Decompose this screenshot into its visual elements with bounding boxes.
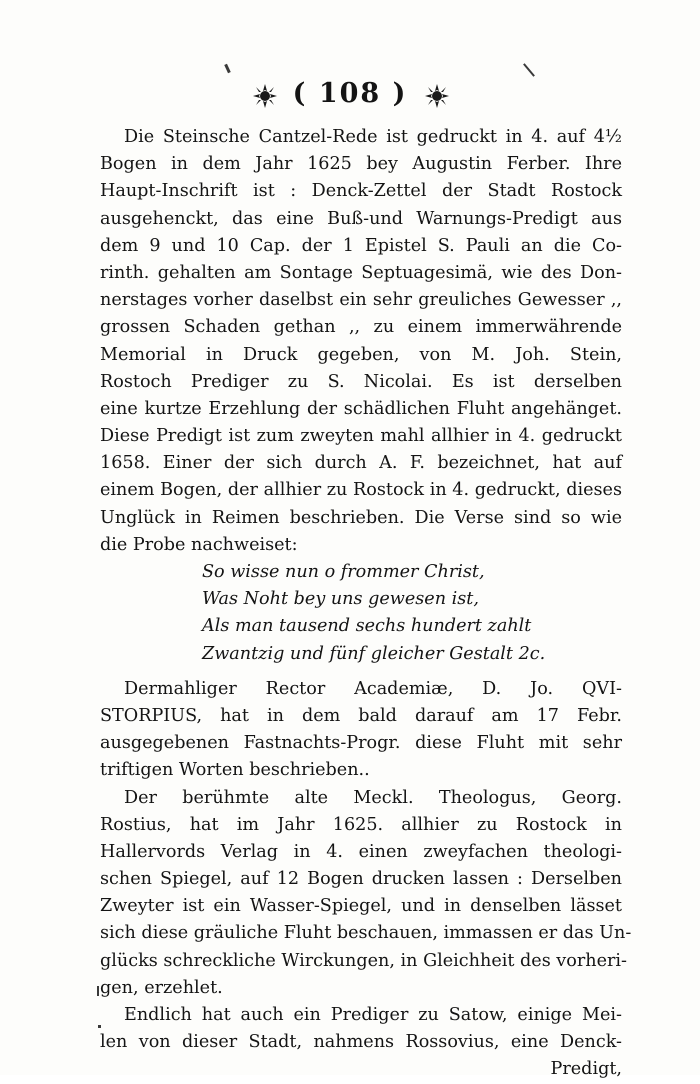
text-line: Rostius, hat im Jahr 1625. allhier zu Rostock in	[100, 814, 622, 835]
verse-line: Als man tausend sechs hundert zahlt	[202, 616, 532, 637]
text-line: Die Steinsche Cantzel-Rede ist gedruckt in 4. auf 4½	[124, 127, 622, 147]
verse-line: Was Noht bey uns gewesen ist,	[202, 589, 479, 610]
text-line: dem 9 und 10 Cap. der 1 Epistel S. Pauli an die Co-	[100, 235, 622, 256]
text-line: Memorial in Druck gegeben, von M. Joh. Stein,	[100, 344, 622, 365]
text-line: sich diese gräuliche Fluht beschauen, immassen er das Un-	[100, 923, 632, 944]
floral-ornament-icon	[252, 82, 278, 110]
text-line: Zweyter ist ein Wasser-Spiegel, und in denselben lässet	[100, 896, 622, 917]
text-line: die Probe nachweiset:	[100, 534, 298, 555]
text-line: grossen Schaden gethan ,, zu einem immerwährende	[100, 317, 622, 338]
text-line: einem Bogen, der allhier zu Rostock in 4. gedruckt, dieses	[100, 480, 622, 501]
text-line: Dermahliger Rector Academiæ, D. Jo. QVI-	[124, 678, 622, 699]
verse-line: So wisse nun o frommer Christ,	[202, 562, 485, 582]
text-line: eine kurtze Erzehlung der schädlichen Fluht angehänget.	[100, 398, 622, 419]
margin-mark	[97, 986, 99, 996]
verse-line: Zwantzig und fünf gleicher Gestalt 2c.	[202, 643, 546, 664]
text-line: ausgehenckt, das eine Buß-und Warnungs-Predigt aus	[100, 208, 622, 229]
text-line: gen, erzehlet.	[100, 977, 223, 998]
text-line: Bogen in dem Jahr 1625 bey Augustin Ferber. Ihre	[100, 154, 622, 175]
page-body	[100, 124, 632, 1084]
text-line: 1658. Einer der sich durch A. F. bezeichnet, hat auf	[100, 453, 622, 474]
text-line: rinth. gehalten am Sontage Septuagesimä, wie des Don-	[100, 262, 622, 283]
text-line: nerstages vorher daselbst ein sehr greuliches Gewesser ,,	[100, 290, 622, 311]
text-line: len von dieser Stadt, nahmens Rossovius, eine Denck-	[100, 1032, 622, 1053]
catchword: Predigt,	[550, 1059, 622, 1080]
page-header	[0, 76, 700, 120]
text-line: Der berühmte alte Meckl. Theologus, Georg.	[124, 787, 622, 808]
text-line: Diese Predigt ist zum zweyten mahl allhier in 4. gedruckt	[100, 426, 622, 447]
text-line: glücks schreckliche Wirckungen, in Gleichheit des vorheri-	[100, 950, 627, 971]
text-line: ausgegebenen Fastnachts-Progr. diese Fluht mit sehr	[100, 733, 622, 754]
text-line: Hallervords Verlag in 4. einen zweyfachen theologi-	[100, 841, 622, 862]
margin-mark	[523, 63, 535, 77]
text-line: Rostoch Prediger zu S. Nicolai. Es ist derselben	[100, 371, 622, 392]
text-line: schen Spiegel, auf 12 Bogen drucken lassen : Derselben	[100, 869, 622, 890]
text-line: STORPIUS, hat in dem bald darauf am 17 Febr.	[100, 705, 622, 726]
floral-ornament-icon	[424, 82, 450, 110]
margin-mark	[224, 64, 231, 73]
text-line: Unglück in Reimen beschrieben. Die Verse sind so wie	[100, 507, 622, 528]
text-line: triftigen Worten beschrieben..	[100, 760, 370, 781]
text-line: Endlich hat auch ein Prediger zu Satow, einige Mei-	[124, 1005, 622, 1025]
page-number: ( 108 )	[292, 78, 408, 109]
text-line: Haupt-Inschrift ist : Denck-Zettel der Stadt Rostock	[100, 181, 622, 202]
